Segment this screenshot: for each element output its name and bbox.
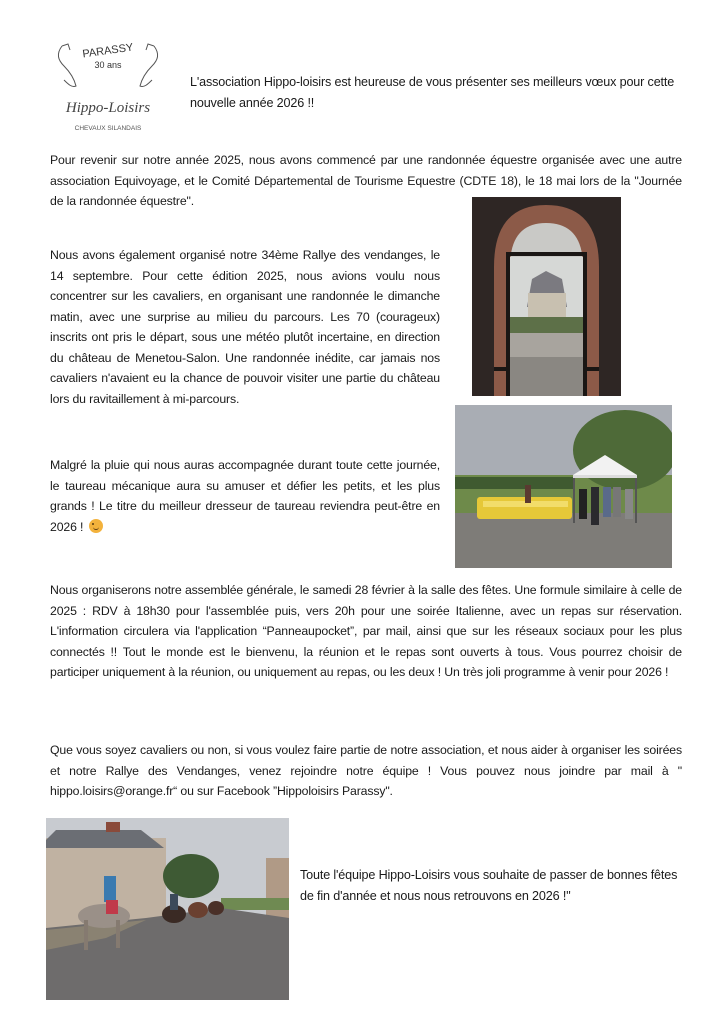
logo-tagline: CHEVAUX SILANDAIS: [74, 125, 142, 132]
logo-subtitle: 30 ans: [94, 60, 122, 70]
logo-script-name: Hippo-Loisirs: [65, 100, 151, 116]
paragraph-randonnee: Pour revenir sur notre année 2025, nous avons commencé par une randonnée équestre organisée avec une autre association Equivoyage, et le Comité Départemental de Tourisme Equestre (CDTE 18), le 18 mai lors de la "Journée de la randonnée équestre".: [50, 153, 682, 208]
photo-riders-road: [46, 818, 289, 1000]
paragraph-assemblee: Nous organiserons notre assemblée générale, le samedi 28 février à la salle des fêtes. Une formule similaire à celle de 2025 : RDV à 18h30 pour l'assemblée puis, vers 20h pour une soirée Italienne, avec un repas sur réservation. L'information circulera via l'application “Panneaupocket”, par mail, ainsi que sur les réseaux sociaux pour les plus connectés !! Tout le monde est le bienvenu, la réunion et le repas sont ouverts à tous. Vous pourrez choisir de participer uniquement à la réunion, ou uniquement au repas, ou les deux ! Un très joli programme à venir pour 2026 !: [50, 583, 682, 679]
photo-mechanical-bull: [455, 405, 672, 568]
logo-top-text: PARASSY: [81, 41, 135, 61]
wink-smile-emoji-icon: [89, 519, 103, 533]
paragraph-rejoindre: Que vous soyez cavaliers ou non, si vous voulez faire partie de notre association, et nous aider à organiser les soirées et notre Rallye des Vendanges, venez rejoindre notre équipe ! Vous pouvez nous joindre par mail à " hippo.loisirs@orange.fr“ ou sur Facebook ”Hippoloisirs Parassy".: [50, 743, 682, 798]
intro-text: L'association Hippo-loisirs est heureuse de vous présenter ses meilleurs vœux pour cette nouvelle année 2026 !!: [190, 75, 675, 110]
paragraph-taureau-text: Malgré la pluie qui nous auras accompagnée durant toute cette journée, le taureau mécanique aura su amuser et défier les petits, et les plus grands ! Le titre du meilleur dresseur de taureau reviendra peut-être en 2026 !: [50, 458, 440, 534]
closing-text: Toute l'équipe Hippo-Loisirs vous souhaite de passer de bonnes fêtes de fin d'année et nous nous retrouvons en 2026 !'': [300, 868, 678, 903]
hippo-loisirs-logo: [48, 32, 168, 136]
paragraph-taureau: [50, 455, 440, 537]
photo-chateau-archway: [472, 197, 621, 396]
paragraph-rallye: Nous avons également organisé notre 34ème Rallye des vendanges, le 14 septembre. Pour cette édition 2025, nous avions voulu nous concentrer sur les cavaliers, en organisant une randonnée le dimanche matin, avec une surprise au milieu du parcours. Les 70 (courageux) inscrits ont pris le départ, sous une météo plutôt incertaine, en direction du château de Menetou-Salon. Une randonnée inédite, car jamais nos cavaliers n'avaient eu la chance de pouvoir visiter une partie du château lors du ravitaillement à mi-parcours.: [50, 248, 440, 406]
